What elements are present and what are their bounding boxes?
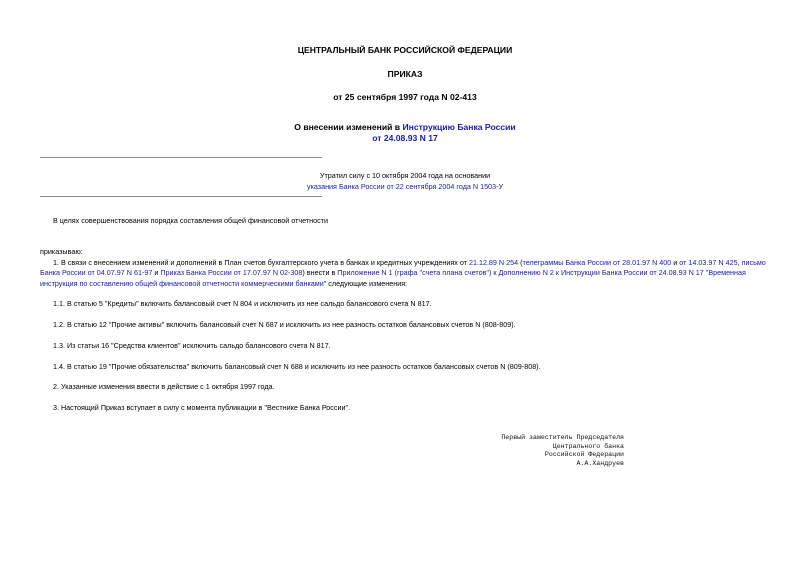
list-item: 3. Настоящий Приказ вступает в силу с момента публикации в "Вестнике Банка России". [53,403,351,412]
link-appendix-1[interactable]: Приложение N 1 (графа "счета плана счетов") к Дополнению N 2 к Инструкции Банка России от 24.08.93 N 17 "Временная инструкция по составлению общей финансовой отчетности коммерческими банками" [40,268,746,288]
status-note [40,170,770,192]
divider-top [40,157,322,158]
list-item: 2. Указанные изменения ввести в действие с 1 октября 1997 года. [53,382,275,391]
doc-date-number: от 25 сентября 1997 года N 02-413 [333,92,477,102]
list-item: 1.4. В статью 19 "Прочие обязательства" включить балансовый счет N 688 и исключить из нее разность остатков балансовых счетов N (809-808). [53,362,541,371]
org-name: ЦЕНТРАЛЬНЫЙ БАНК РОССИЙСКОЙ ФЕДЕРАЦИИ [297,45,513,55]
signature-block [440,434,624,468]
link-telegram-425[interactable]: от 14.03.97 N 425 [679,258,738,267]
link-telegram-400[interactable]: телеграммы Банка России от 28.01.97 N 400 [522,258,672,267]
link-plan-254[interactable]: 21.12.89 N 254 [468,258,519,267]
list-item: 1.3. Из статьи 16 "Средства клиентов" исключить сальдо балансового счета N 817. [53,341,331,350]
intro-paragraph: В целях совершенствования порядка составления общей финансовой отчетности [53,216,329,225]
list-item: 1.2. В статью 12 "Прочие активы" включить балансовый счет N 687 и исключить из нее разность остатков балансовых счетов N (808-809). [53,320,516,329]
subject-link-instruction[interactable]: Инструкцию Банка России [402,122,516,132]
divider-bottom [40,196,322,197]
link-order-02-308[interactable]: Приказ Банка России от 17.07.97 N 02-308 [160,268,303,278]
link-letter-61-97[interactable]: письмо Банка России от 04.07.97 N 61-97 [40,258,766,278]
signature-bank: Центрального банка [552,442,624,450]
doc-subject [40,122,770,144]
status-link[interactable]: указания Банка России от 22 сентября 2004 года N 1503-У [306,182,504,191]
status-text: Утратил силу с 10 октября 2004 года на основании [319,171,491,180]
paragraph-1: 1. В связи с внесением изменений и дополнений в План счетов бухгалтерского учета в банках и кредитных учреждениях от 21.12.89 N 254 (телеграммы Банка России от 28.01.97 N 400 и от 14.03.97 N 425, письмо Банка России от 04.07.97 N 61-97 и Приказ Банка России от 17.07.97 N 02-308) внести в Приложение N 1 (графа "счета плана счетов") к Дополнению N 2 к Инструкции Банка России от 24.08.93 N 17 "Временная инструкция по составлению общей финансовой отчетности коммерческими банками" следующие изменения: [40,258,766,288]
signature-name: А.А.Хандруев [576,459,624,467]
order-word: приказываю: [40,247,83,256]
signature-country: Российской Федерации [544,451,624,459]
list-item: 1.1. В статью 5 "Кредиты" включить балансовый счет N 804 и исключить из нее сальдо балансового счета N 817. [53,299,432,308]
subject-link-date[interactable]: от 24.08.93 N 17 [372,133,438,143]
signature-position: Первый заместитель Председателя [501,434,624,441]
doc-type: ПРИКАЗ [387,69,423,79]
subject-prefix: О внесении изменений в [294,122,403,132]
